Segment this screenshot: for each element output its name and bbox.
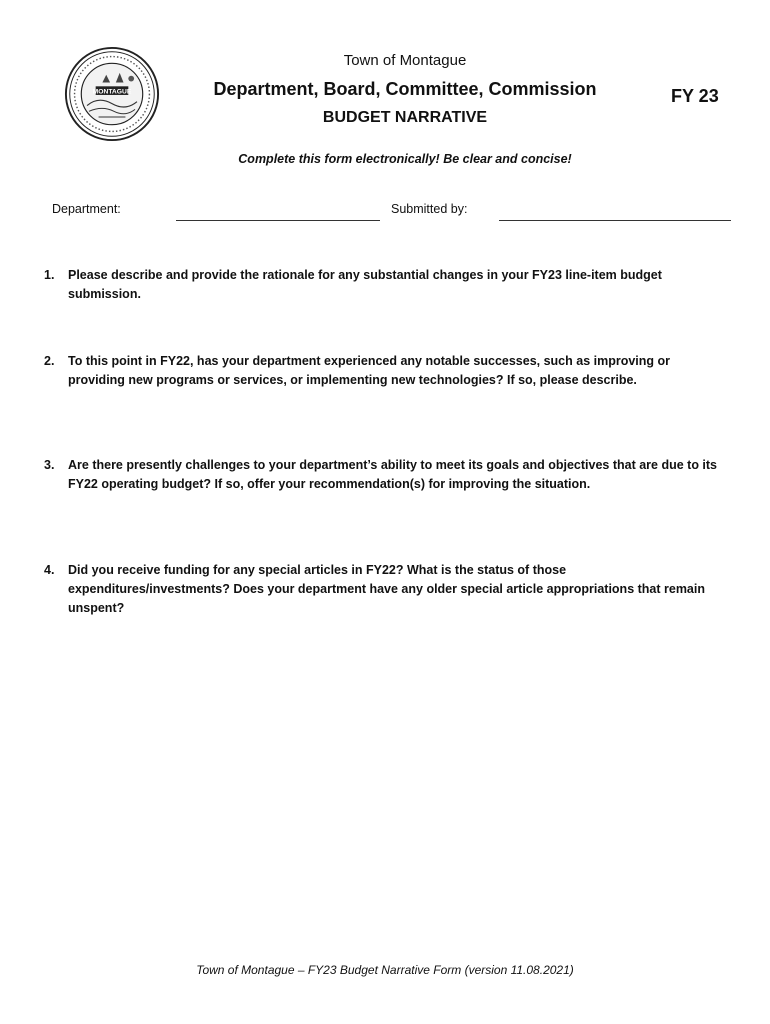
seal-name: MONTAGUE — [92, 88, 132, 96]
department-heading: Department, Board, Committee, Commission — [213, 79, 597, 99]
question-number: 3. — [44, 458, 55, 472]
town-name: Town of Montague — [343, 52, 467, 69]
question-number: 1. — [44, 268, 55, 282]
page-footer: Town of Montague – FY23 Budget Narrative Form (version 11.08.2021) — [196, 963, 574, 977]
question-number: 4. — [44, 563, 55, 577]
fiscal-year-label: FY 23 — [671, 86, 719, 106]
question-text: Please describe and provide the rationale for any substantial changes in your FY23 line-item budget submission. — [68, 268, 662, 301]
question-text: Did you receive funding for any special articles in FY22? What is the status of those expenditures/investments? Does your department have any older special article appropriations that remain unspent? — [68, 563, 705, 615]
form-title: BUDGET NARRATIVE — [322, 109, 488, 126]
submitted-by-label: Submitted by: — [391, 202, 468, 216]
question-number: 2. — [44, 354, 55, 368]
department-input-line[interactable] — [176, 220, 380, 221]
instruction-text: Complete this form electronically! Be clear and concise! — [238, 152, 572, 166]
department-label: Department: — [52, 202, 121, 216]
question-text: To this point in FY22, has your department experienced any notable successes, such as improving or providing new programs or services, or implementing new technologies? If so, please describe. — [68, 354, 671, 387]
submitted-by-input-line[interactable] — [499, 220, 731, 221]
question-text: Are there presently challenges to your department’s ability to meet its goals and objectives that are due to its FY22 operating budget? If so, offer your recommendation(s) for improving the situation. — [68, 458, 718, 491]
